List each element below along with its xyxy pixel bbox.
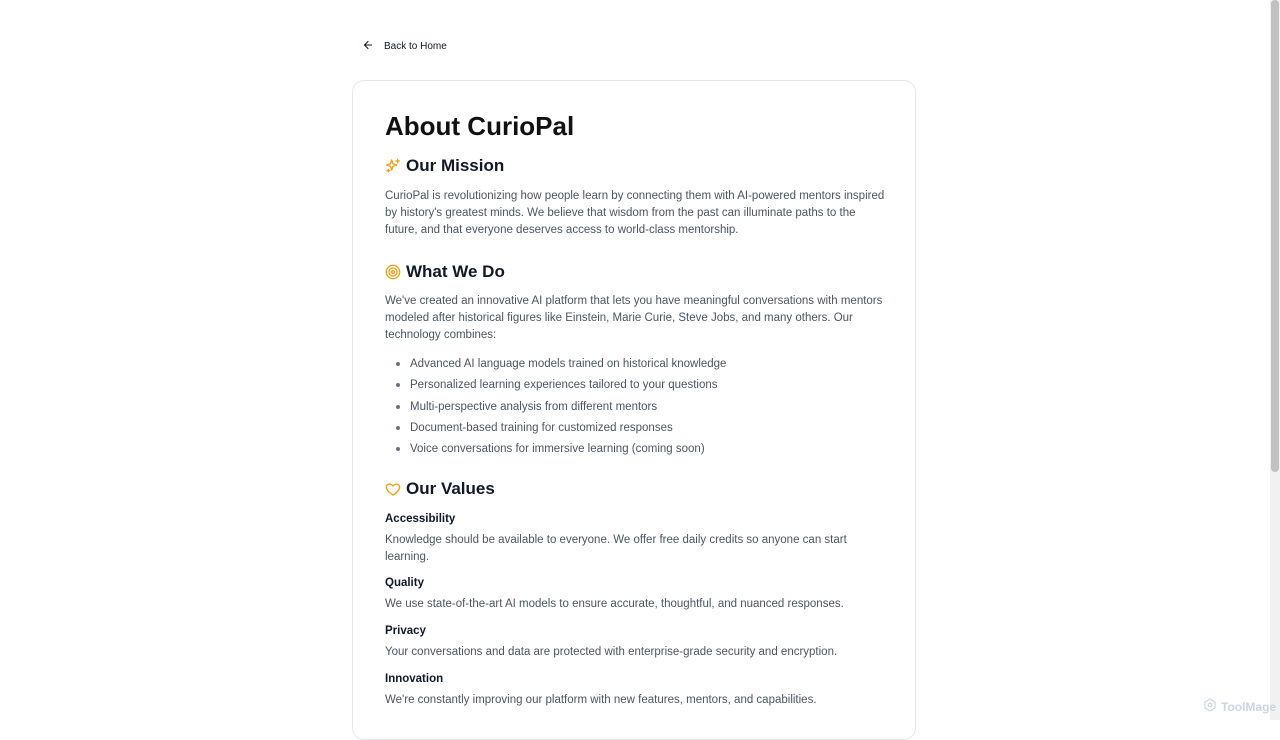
target-icon	[385, 264, 401, 280]
value-text-privacy: Your conversations and data are protected with enterprise-grade security and encryption.	[385, 646, 838, 658]
watermark-logo-icon	[1203, 698, 1217, 715]
watermark-text: ToolMage	[1221, 699, 1277, 714]
value-text-quality: We use state-of-the-art AI models to ensure accurate, thoughtful, and nuanced responses.	[385, 598, 844, 610]
what-we-do-heading	[385, 261, 505, 283]
mission-text: CurioPal is revolutionizing how people learn by connecting them with AI-powered mentors inspired by history's greatest minds. We believe that wisdom from the past can illuminate paths to the future, and that everyone deserves access to world-class mentorship.	[385, 190, 885, 236]
value-title-quality: Quality	[385, 577, 424, 589]
value-text-accessibility: Knowledge should be available to everyone. We offer free daily credits so anyone can start learning.	[385, 534, 847, 563]
arrow-left-icon	[362, 39, 374, 54]
page-title: About CurioPal	[385, 111, 575, 141]
about-card	[352, 80, 916, 740]
mission-heading-text: Our Mission	[406, 156, 505, 175]
what-we-do-heading-text: What We Do	[406, 262, 505, 281]
list-item: Voice conversations for immersive learning (coming soon)	[385, 441, 726, 462]
page-scrollbar[interactable]	[1270, 0, 1280, 720]
value-title-accessibility: Accessibility	[385, 513, 456, 525]
value-title-privacy: Privacy	[385, 625, 426, 637]
back-to-home-label: Back to Home	[384, 40, 447, 52]
sparkles-icon	[385, 158, 401, 174]
value-title-innovation: Innovation	[385, 673, 444, 685]
heart-icon	[385, 481, 401, 497]
scrollbar-thumb[interactable]	[1271, 0, 1279, 472]
list-item: Advanced AI language models trained on historical knowledge	[385, 356, 726, 377]
values-heading	[385, 478, 495, 500]
watermark	[1203, 698, 1276, 715]
values-heading-text: Our Values	[406, 479, 495, 498]
list-item: Multi-perspective analysis from different mentors	[385, 399, 726, 420]
value-text-innovation: We're constantly improving our platform with new features, mentors, and capabilities.	[385, 694, 817, 706]
mission-heading	[385, 155, 504, 177]
features-list	[385, 356, 726, 462]
list-item: Personalized learning experiences tailored to your questions	[385, 377, 726, 398]
what-we-do-text: We've created an innovative AI platform that lets you have meaningful conversations with mentors modeled after historical figures like Einstein, Marie Curie, Steve Jobs, and many others. Our technology combines:	[385, 295, 883, 341]
list-item: Document-based training for customized responses	[385, 420, 726, 441]
back-to-home-link[interactable]	[362, 37, 447, 55]
